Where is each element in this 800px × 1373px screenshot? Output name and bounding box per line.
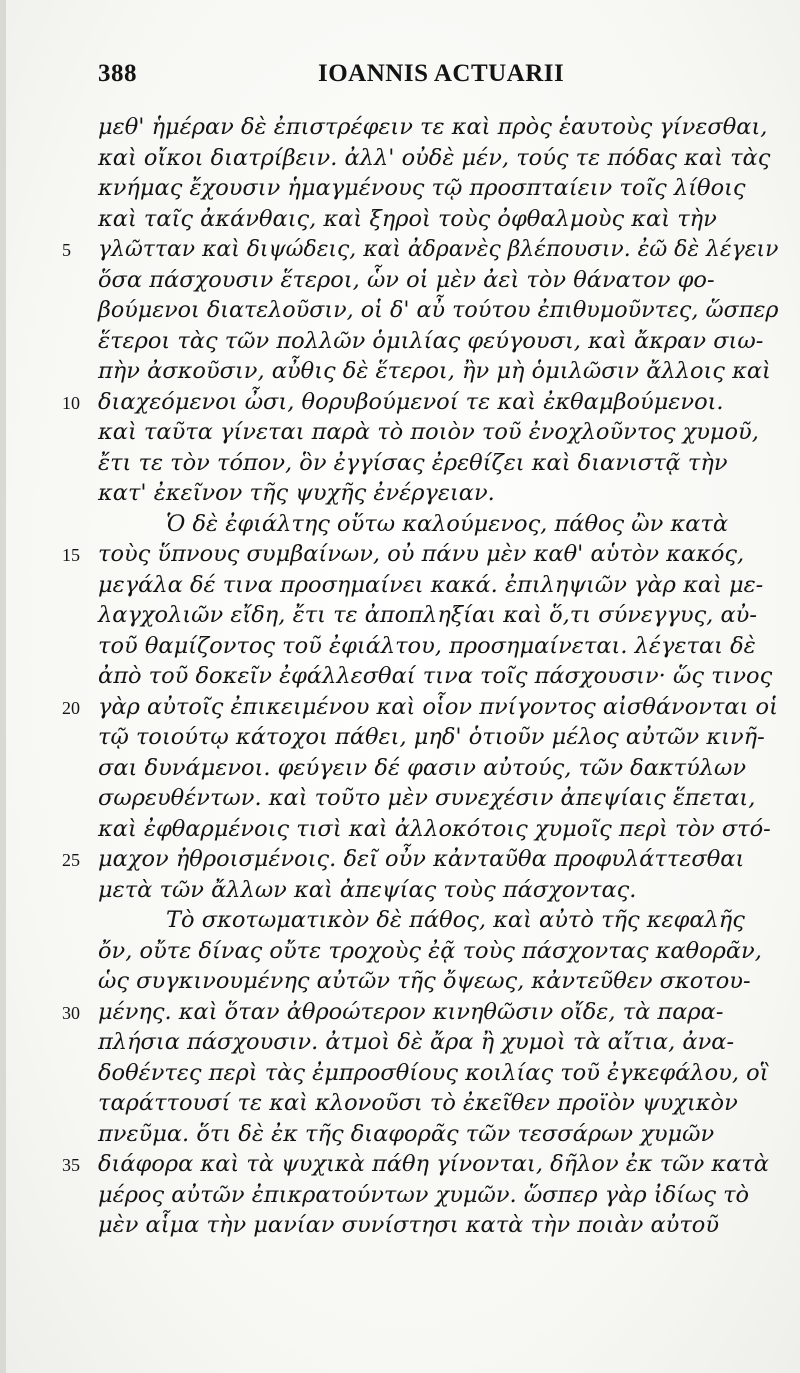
line-number: 35 xyxy=(62,1155,80,1175)
text-line xyxy=(6,509,800,540)
text-line xyxy=(6,1210,800,1241)
line-text: Τὸ σκοτωματικὸν δὲ πάθος, καὶ αὐτὸ τῆς κεφαλῆς xyxy=(166,907,745,933)
line-text: ὡς συγκινουμένης αὐτῶν τῆς ὄψεως, κἀντεῦθεν σκοτου- xyxy=(98,968,751,994)
line-text: πνεῦμα. ὅτι δὲ ἐκ τῆς διαφορᾶς τῶν τεσσάρων χυμῶν xyxy=(98,1120,715,1147)
line-number: 15 xyxy=(62,545,80,565)
text-line xyxy=(6,204,800,235)
line-text: ταράττουσί τε καὶ κλονοῦσι τὸ ἐκεῖθεν προϊὸν ψυχικὸν xyxy=(98,1090,738,1116)
text-line xyxy=(6,173,800,204)
text-line xyxy=(6,875,800,906)
page-header xyxy=(6,60,800,90)
line-text: τῷ τοιούτῳ κάτοχοι πάθει, μηδ' ὁτιοῦν μέλος αὐτῶν κινῆ- xyxy=(98,724,765,750)
line-text: γὰρ αὐτοῖς ἐπικειμένου καὶ οἷον πνίγοντος αἰσθάνονται οἱ xyxy=(98,693,778,720)
line-text: καὶ ἐφθαρμένοις τισὶ καὶ ἀλλοκότοις χυμοῖς περὶ τὸν στό- xyxy=(98,815,771,842)
text-line xyxy=(6,1119,800,1150)
line-text: κατ' ἐκεῖνον τῆς ψυχῆς ἐνέργειαν. xyxy=(98,480,495,506)
line-text: μετὰ τῶν ἄλλων καὶ ἀπεψίας τοὺς πάσχοντας. xyxy=(98,876,637,903)
text-line xyxy=(6,539,800,570)
line-text: καὶ ταῦτα γίνεται παρὰ τὸ ποιὸν τοῦ ἐνοχλοῦντος χυμοῦ, xyxy=(98,419,759,445)
text-line xyxy=(6,844,800,875)
text-line xyxy=(6,478,800,509)
text-line xyxy=(6,814,800,845)
text-line xyxy=(6,753,800,784)
text-line xyxy=(6,600,800,631)
text-line xyxy=(6,570,800,601)
text-line xyxy=(6,905,800,936)
text-line xyxy=(6,387,800,418)
line-text: μένης. καὶ ὅταν ἀθροώτερον κινηθῶσιν οἴδε, τὰ παρα- xyxy=(98,998,724,1025)
line-number: 10 xyxy=(62,392,80,413)
text-line xyxy=(6,1088,800,1119)
line-number: 30 xyxy=(62,1002,80,1023)
text-line xyxy=(6,143,800,174)
page-number: 388 xyxy=(98,60,137,87)
text-line xyxy=(6,631,800,662)
line-text: καὶ οἴκοι διατρίβειν. ἀλλ' οὐδὲ μέν, τούς τε πόδας καὶ τὰς xyxy=(98,144,771,171)
line-text: τοὺς ὕπνους συμβαίνων, οὐ πάνυ μὲν καθ' αὑτὸν κακός, xyxy=(98,541,745,567)
line-text: ὅσα πάσχουσιν ἕτεροι, ὧν οἱ μὲν ἀεὶ τὸν θάνατον φο- xyxy=(98,266,715,293)
line-text: μαχον ἠθροισμένοις. δεῖ οὖν κἀνταῦθα προφυλάττεσθαι xyxy=(98,846,745,872)
line-text: τοῦ θαμίζοντος τοῦ ἐφιάλτου, προσημαίνεται. λέγεται δὲ xyxy=(98,632,756,659)
running-title: IOANNIS ACTUARII xyxy=(318,60,565,87)
line-text: ἀπὸ τοῦ δοκεῖν ἐφάλλεσθαί τινα τοῖς πάσχουσιν· ὥς τινος xyxy=(98,663,773,689)
text-line xyxy=(6,356,800,387)
line-text: πλήσια πάσχουσιν. ἀτμοὶ δὲ ἄρα ἢ χυμοὶ τὰ αἴτια, ἀνα- xyxy=(98,1029,735,1055)
line-text: σωρευθέντων. καὶ τοῦτο μὲν συνεχέσιν ἀπεψίαις ἕπεται, xyxy=(98,785,756,811)
line-text: μὲν αἷμα τὴν μανίαν συνίστησι κατὰ τὴν ποιὰν αὐτοῦ xyxy=(98,1212,719,1238)
text-line xyxy=(6,326,800,357)
text-line xyxy=(6,661,800,692)
line-text: καὶ ταῖς ἀκάνθαις, καὶ ξηροὶ τοὺς ὀφθαλμοὺς καὶ τὴν xyxy=(98,205,717,232)
line-text: διαχεόμενοι ὦσι, θορυβούμενοί τε καὶ ἐκθαμβούμενοι. xyxy=(98,388,724,415)
text-line xyxy=(6,997,800,1028)
text-line xyxy=(6,295,800,326)
line-number: 20 xyxy=(62,697,80,718)
line-text: σαι δυνάμενοι. φεύγειν δέ φασιν αὐτούς, τῶν δακτύλων xyxy=(98,754,747,781)
text-line xyxy=(6,722,800,753)
line-text: μεγάλα δέ τινα προσημαίνει κακά. ἐπιληψιῶν γὰρ καὶ με- xyxy=(98,571,764,598)
line-text: μεθ' ἡμέραν δὲ ἐπιστρέφειν τε καὶ πρὸς ἑαυτοὺς γίνεσθαι, xyxy=(98,114,768,140)
text-line xyxy=(6,783,800,814)
text-line xyxy=(6,448,800,479)
line-text: κνήμας ἔχουσιν ἡμαγμένους τῷ προσπταίειν τοῖς λίθοις xyxy=(98,175,746,201)
line-text: γλῶτταν καὶ διψώδεις, καὶ ἀδρανὲς βλέπουσιν. ἐῶ δὲ λέγειν xyxy=(98,236,779,262)
text-line xyxy=(6,1180,800,1211)
text-line xyxy=(6,1058,800,1089)
text-line xyxy=(6,1027,800,1058)
text-line xyxy=(6,417,800,448)
text-line xyxy=(6,936,800,967)
text-line xyxy=(6,1149,800,1180)
line-number: 5 xyxy=(62,240,71,260)
line-text: μέρος αὐτῶν ἐπικρατούντων χυμῶν. ὥσπερ γὰρ ἰδίως τὸ xyxy=(98,1181,750,1208)
line-text: διάφορα καὶ τὰ ψυχικὰ πάθη γίνονται, δῆλον ἐκ τῶν κατὰ xyxy=(98,1151,769,1177)
text-line xyxy=(6,265,800,296)
line-number: 25 xyxy=(62,850,80,870)
body-text xyxy=(6,112,800,1241)
line-text: πὴν ἀσκοῦσιν, αὖθις δὲ ἕτεροι, ἢν μὴ ὁμιλῶσιν ἄλλοις καὶ xyxy=(98,358,771,384)
line-text: ὄν, οὔτε δίνας οὔτε τροχοὺς ἐᾷ τοὺς πάσχοντας καθορᾶν, xyxy=(98,937,762,964)
text-line xyxy=(6,692,800,723)
line-text: ἕτεροι τὰς τῶν πολλῶν ὁμιλίας φεύγουσι, καὶ ἄκραν σιω- xyxy=(98,327,764,354)
text-line xyxy=(6,234,800,265)
text-line xyxy=(6,966,800,997)
line-text: βούμενοι διατελοῦσιν, οἱ δ' αὖ τούτου ἐπιθυμοῦντες, ὥσπερ xyxy=(98,297,779,323)
text-line xyxy=(6,112,800,143)
line-text: Ὁ δὲ ἐφιάλτης οὕτω καλούμενος, πάθος ὢν κατὰ xyxy=(166,510,729,537)
line-text: δοθέντες περὶ τὰς ἐμπροσθίους κοιλίας τοῦ ἐγκεφάλου, οἳ xyxy=(98,1059,769,1086)
line-text: λαγχολιῶν εἴδη, ἔτι τε ἀποπληξίαι καὶ ὅ,τι σύνεγγυς, αὐ- xyxy=(98,602,757,628)
line-text: ἔτι τε τὸν τόπον, ὃν ἐγγίσας ἐρεθίζει καὶ διανιστᾷ τὴν xyxy=(98,449,728,476)
